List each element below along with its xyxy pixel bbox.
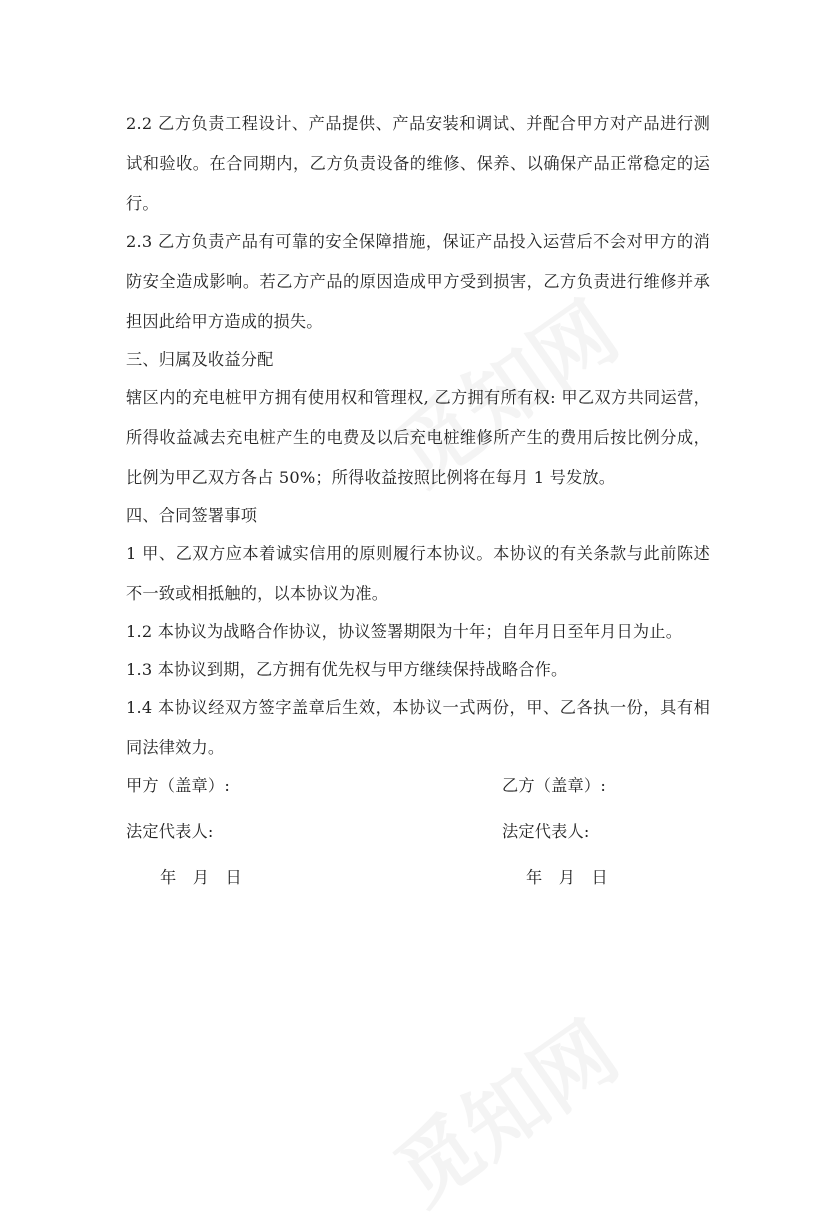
party-b-rep-label: 法定代表人:	[502, 822, 590, 841]
representative-row	[126, 812, 710, 858]
party-a-date-label: 年 月 日	[160, 868, 242, 887]
section-heading-4: 四、合同签署事项	[126, 506, 258, 525]
date-row	[126, 858, 710, 904]
party-b-date-label: 年 月 日	[526, 868, 608, 887]
clause-2-3: 2.3 乙方负责产品有可靠的安全保障措施，保证产品投入运营后不会对甲方的消防安全造成影响。若乙方产品的原因造成甲方受到损害，乙方负责进行维修并承担因此给甲方造成的损失。	[126, 232, 710, 331]
clause-1-4: 1.4 本协议经双方签字盖章后生效，本协议一式两份，甲、乙各执一份，具有相同法律效力。	[126, 698, 710, 757]
clause-1-2: 1.2 本协议为战略合作协议，协议签署期限为十年；自年月日至年月日为止。	[126, 622, 683, 641]
clause-2-2: 2.2 乙方负责工程设计、产品提供、产品安装和调试、并配合甲方对产品进行测试和验收。在合同期内，乙方负责设备的维修、保养、以确保产品正常稳定的运行。	[126, 114, 710, 213]
party-b-seal-label: 乙方（盖章）:	[502, 776, 606, 795]
document-body	[126, 104, 710, 904]
section-heading-3: 三、归属及收益分配	[126, 350, 274, 369]
watermark	[369, 990, 638, 1227]
clause-1-3: 1.3 本协议到期，乙方拥有优先权与甲方继续保持战略合作。	[126, 660, 568, 679]
seal-row	[126, 766, 710, 812]
party-a-rep-label: 法定代表人:	[126, 822, 214, 841]
revenue-sharing-clause: 辖区内的充电桩甲方拥有使用权和管理权, 乙方拥有所有权: 甲乙双方共同运营，所得收益减去充电桩产生的电费及以后充电桩维修所产生的费用后按比例分成，比例为甲乙双方各占 50%；所得收益按照比例将在每月 1 号发放。	[126, 388, 710, 487]
party-a-seal-label: 甲方（盖章）:	[126, 776, 230, 795]
clause-1: 1 甲、乙双方应本着诚实信用的原则履行本协议。本协议的有关条款与此前陈述不一致或相抵触的，以本协议为准。	[126, 544, 710, 603]
